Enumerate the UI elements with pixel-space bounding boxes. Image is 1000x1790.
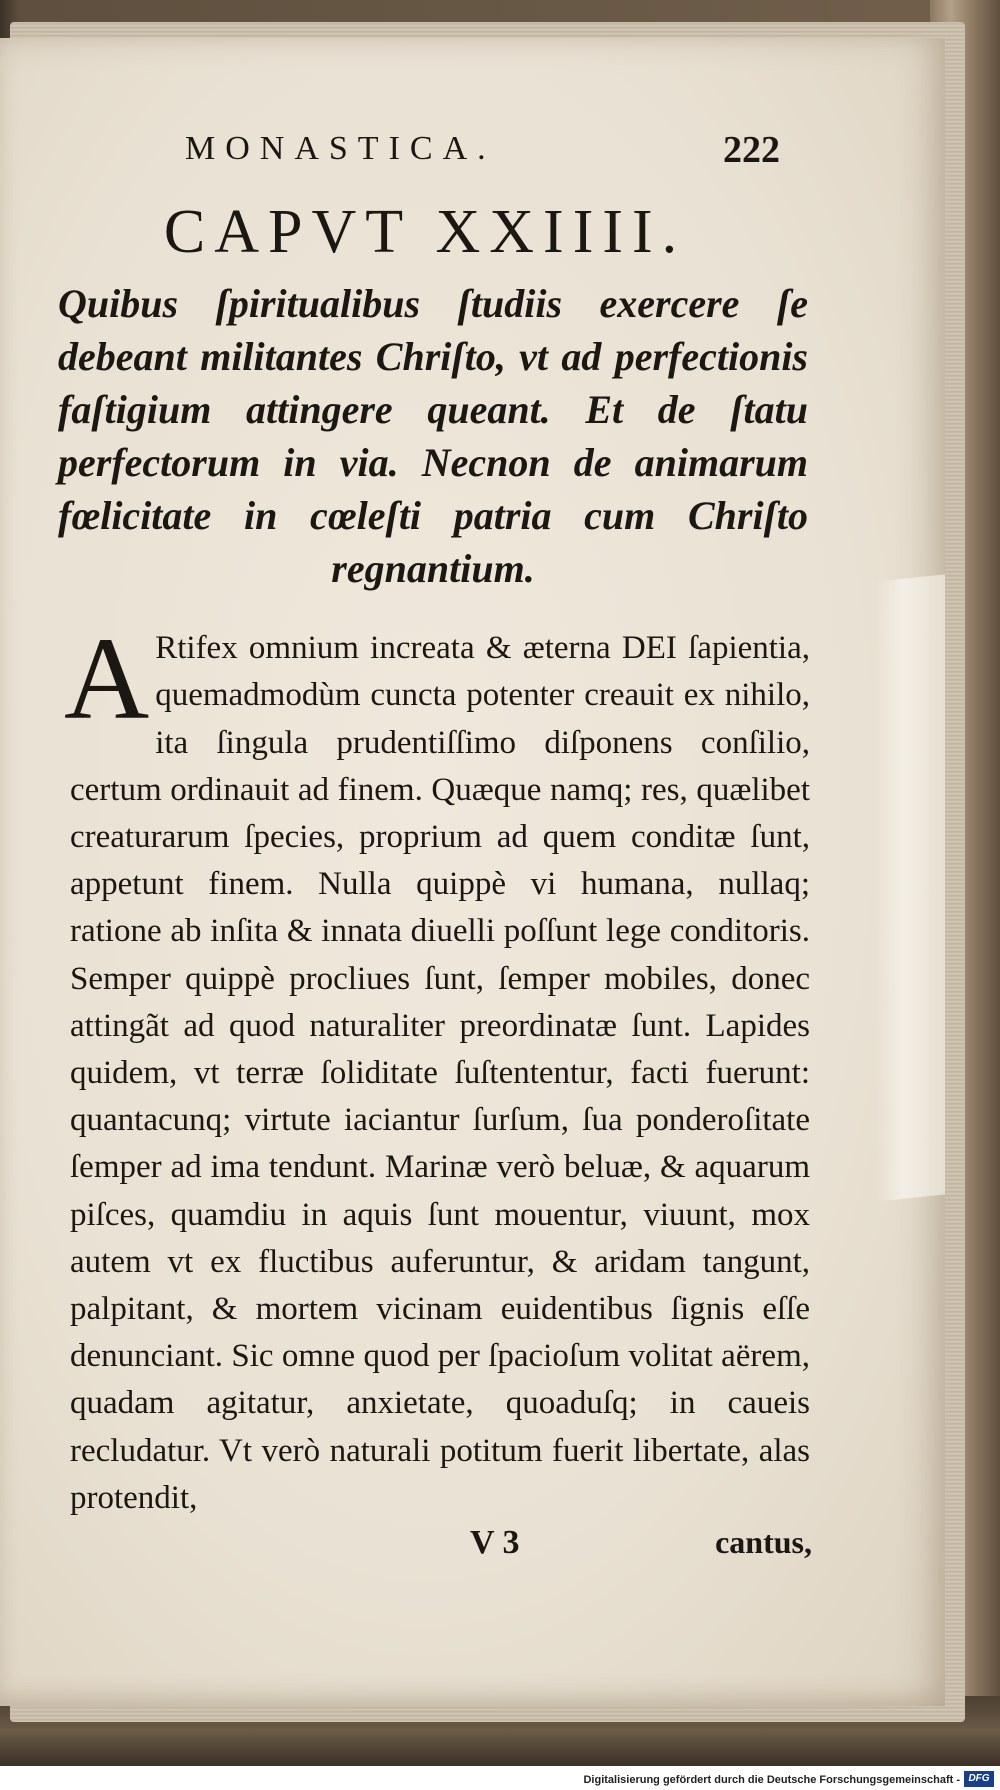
page-content bbox=[58, 129, 812, 1574]
running-head bbox=[60, 130, 800, 180]
page-number: 222 bbox=[723, 129, 780, 171]
footer-bar bbox=[0, 1766, 1000, 1790]
drop-cap: A bbox=[64, 613, 150, 745]
catchword: cantus, bbox=[715, 1523, 812, 1560]
footer-credit: Digitalisierung gefördert durch die Deutsche Forschungsgemeinschaft - bbox=[583, 1774, 960, 1786]
body-paragraph: Rtifex omnium increata & æterna DEI ſapientia, quemadmodùm cuncta potenter creauit ex nihilo, ita ſingula prudentiſſimo diſponens conſilio, certum ordinauit ad finem. Quæque namq; res, quælibet creaturarum ſpecies, proprium ad quem conditæ ſunt, appetunt finem. Nulla quippè vi humana, nullaq; ratione ab inſita & innata diuelli poſſunt lege conditoris. Semper quippè procliues ſunt, ſemper mobiles, donec attingãt ad quod naturaliter preordinatæ ſunt. Lapides quidem, vt terræ ſoliditate ſuſtententur, facti fuerunt: quantacunq; virtute iaciantur ſurſum, ſua ponderoſitate ſemper ad ima tendunt. Marinæ verò beluæ, & aquarum piſces, quamdiu in aquis ſunt mouentur, viuunt, mox autem vt ex fluctibus auferuntur, & aridam tangunt, palpitant, & mortem vicinam euidentibus ſignis eſſe denunciant. Sic omne quod per ſpacioſum volitat aërem, quadam agitatur, anxietate, quoaduſq; in caueis recludatur. Vt verò naturali potitum fuerit libertate, alas protendit, bbox=[70, 630, 810, 1516]
page-fold bbox=[875, 574, 945, 1201]
running-title: MONASTICA. bbox=[185, 130, 496, 167]
signature-mark: V 3 bbox=[470, 1523, 520, 1561]
chapter-heading: CAPVT XXIIII. bbox=[163, 198, 687, 266]
body-text bbox=[64, 613, 810, 1522]
dfg-logo-icon: DFG bbox=[964, 1771, 994, 1787]
signature-line bbox=[60, 1523, 812, 1574]
chapter-subtitle: Quibus ſpiritualibus ſtudiis exercere ſe debeant militantes Chriſto, vt ad perfectionis faſtigium attingere queant. Et de ſtatu perfectorum in via. Necnon de animarum fœlicitate in cœleſti patria cum Chriſto regnantium. bbox=[58, 281, 808, 592]
